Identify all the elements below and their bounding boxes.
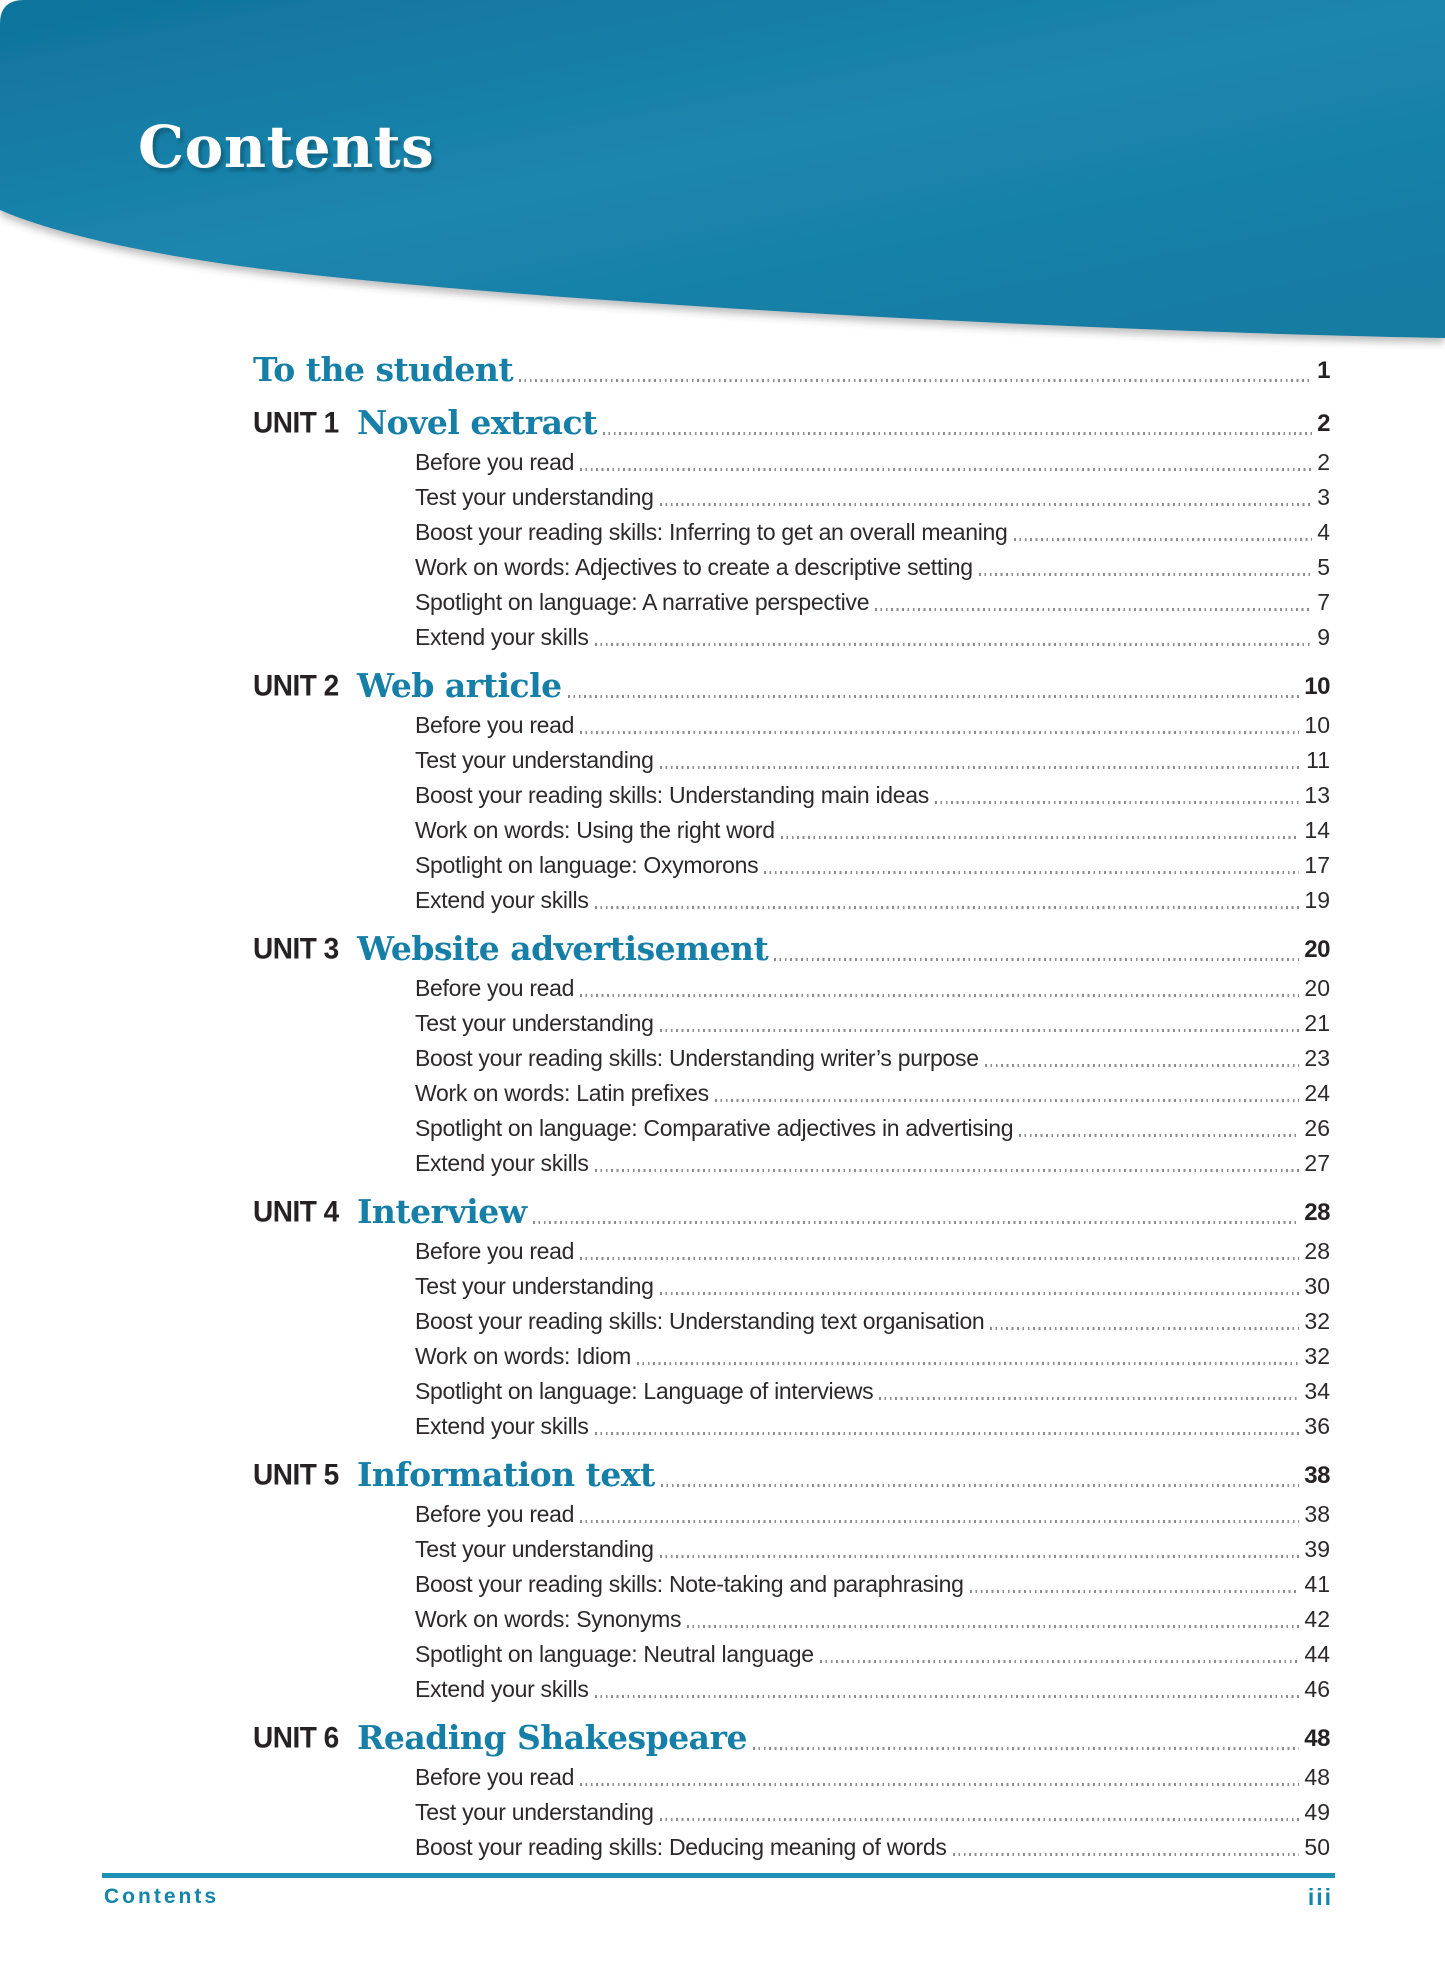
toc-unit-heading <box>253 402 1330 444</box>
toc-item-label: Spotlight on language: A narrative perspective <box>415 589 870 615</box>
toc-item-label: Spotlight on language: Language of interviews <box>415 1378 874 1404</box>
toc-item-label: Test your understanding <box>415 1799 654 1825</box>
page-number: 9 <box>1317 624 1330 650</box>
toc-unit <box>253 402 1330 654</box>
page-number: 38 <box>1304 1462 1330 1489</box>
footer-section-label: Contents <box>104 1885 219 1908</box>
unit-label: UNIT 4 <box>253 1195 339 1228</box>
dotted-leader <box>660 1818 1300 1821</box>
toc-item <box>253 1268 1330 1303</box>
toc-item <box>253 1040 1330 1075</box>
unit-label: UNIT 5 <box>253 1458 339 1491</box>
unit-title: Information text <box>357 1455 655 1494</box>
toc-item <box>253 1303 1330 1338</box>
dotted-leader <box>519 379 1312 382</box>
toc-item-label: Boost your reading skills: Understanding text organisation <box>415 1308 985 1334</box>
footer-page-number: iii <box>1307 1884 1333 1910</box>
dotted-leader <box>660 1029 1300 1032</box>
dotted-leader <box>580 731 1299 734</box>
dotted-leader <box>979 573 1312 576</box>
toc-item-label: Before you read <box>415 449 575 475</box>
dotted-leader <box>764 871 1299 874</box>
toc-unit-heading <box>253 1717 1330 1759</box>
toc-item-label: Before you read <box>415 712 575 738</box>
dotted-leader <box>595 1695 1300 1698</box>
toc-item-label: Work on words: Idiom <box>415 1343 631 1369</box>
page-number: 46 <box>1304 1676 1330 1702</box>
page-number: 48 <box>1304 1725 1330 1752</box>
toc-item <box>253 707 1330 742</box>
page-number: 4 <box>1317 519 1330 545</box>
dotted-leader <box>781 836 1300 839</box>
page-number: 26 <box>1304 1115 1330 1141</box>
toc-item-label: Boost your reading skills: Understanding writer’s purpose <box>415 1045 979 1071</box>
toc-item <box>253 1373 1330 1408</box>
toc-unit-heading <box>253 1454 1330 1496</box>
dotted-leader <box>1019 1134 1299 1137</box>
dotted-leader <box>568 695 1300 698</box>
page-number: 17 <box>1304 852 1330 878</box>
toc-item-label: Extend your skills <box>415 1150 589 1176</box>
dotted-leader <box>715 1099 1300 1102</box>
dotted-leader <box>595 1432 1300 1435</box>
table-of-contents <box>253 349 1330 1864</box>
unit-title: Reading Shakespeare <box>357 1718 747 1757</box>
dotted-leader <box>820 1660 1300 1663</box>
toc-item <box>253 1338 1330 1373</box>
toc-entry-front-matter <box>253 349 1330 391</box>
toc-item-label: Before you read <box>415 1764 575 1790</box>
toc-item-label: Before you read <box>415 1238 575 1264</box>
toc-item <box>253 1671 1330 1706</box>
page-number: 2 <box>1317 410 1330 437</box>
page-number: 49 <box>1304 1799 1330 1825</box>
toc-item-label: Spotlight on language: Oxymorons <box>415 852 759 878</box>
toc-item <box>253 970 1330 1005</box>
toc-item <box>253 479 1330 514</box>
toc-item-label: Spotlight on language: Comparative adjectives in advertising <box>415 1115 1014 1141</box>
page-number: 13 <box>1304 782 1330 808</box>
dotted-leader <box>580 1257 1299 1260</box>
unit-label: UNIT 2 <box>253 669 339 702</box>
toc-item <box>253 742 1330 777</box>
page-number: 3 <box>1317 484 1330 510</box>
toc-item <box>253 514 1330 549</box>
dotted-leader <box>637 1362 1299 1365</box>
toc-unit <box>253 928 1330 1180</box>
dotted-leader <box>660 503 1313 506</box>
toc-item-label: Extend your skills <box>415 624 589 650</box>
page-number: 38 <box>1304 1501 1330 1527</box>
toc-item-label: Before you read <box>415 975 575 1001</box>
toc-unit <box>253 1717 1330 1864</box>
toc-item-label: Work on words: Latin prefixes <box>415 1080 709 1106</box>
toc-item <box>253 619 1330 654</box>
toc-item <box>253 847 1330 882</box>
toc-item-label: Boost your reading skills: Deducing meaning of words <box>415 1834 947 1860</box>
page-number: 48 <box>1304 1764 1330 1790</box>
page-number: 1 <box>1317 357 1330 384</box>
dotted-leader <box>580 1783 1299 1786</box>
toc-item <box>253 1005 1330 1040</box>
toc-item-label: Boost your reading skills: Note-taking and paraphrasing <box>415 1571 964 1597</box>
toc-item-label: Spotlight on language: Neutral language <box>415 1641 814 1667</box>
unit-label: UNIT 1 <box>253 406 339 439</box>
toc-item-label: Work on words: Adjectives to create a descriptive setting <box>415 554 973 580</box>
dotted-leader <box>875 608 1312 611</box>
dotted-leader <box>970 1590 1300 1593</box>
page-number: 28 <box>1304 1199 1330 1226</box>
page-number: 30 <box>1304 1273 1330 1299</box>
dotted-leader <box>603 432 1312 435</box>
dotted-leader <box>990 1327 1299 1330</box>
dotted-leader <box>753 1747 1299 1750</box>
dotted-leader <box>580 994 1299 997</box>
toc-item <box>253 444 1330 479</box>
page-number: 32 <box>1304 1308 1330 1334</box>
toc-unit-heading <box>253 1191 1330 1233</box>
page-number: 44 <box>1304 1641 1330 1667</box>
unit-label: UNIT 6 <box>253 1721 339 1754</box>
dotted-leader <box>595 1169 1300 1172</box>
dotted-leader <box>661 1484 1300 1487</box>
toc-item <box>253 1233 1330 1268</box>
dotted-leader <box>595 906 1300 909</box>
page-number: 7 <box>1317 589 1330 615</box>
dotted-leader <box>595 643 1313 646</box>
toc-item-label: Work on words: Synonyms <box>415 1606 682 1632</box>
toc-item <box>253 1110 1330 1145</box>
dotted-leader <box>953 1853 1300 1856</box>
toc-item <box>253 1566 1330 1601</box>
page-number: 10 <box>1304 712 1330 738</box>
page-number: 5 <box>1317 554 1330 580</box>
page-number: 20 <box>1304 936 1330 963</box>
dotted-leader <box>774 958 1299 961</box>
toc-item-label: Test your understanding <box>415 747 654 773</box>
toc-item <box>253 882 1330 917</box>
page-number: 41 <box>1304 1571 1330 1597</box>
front-matter-label: To the student <box>253 350 514 389</box>
unit-title: Interview <box>357 1192 527 1231</box>
toc-item-label: Test your understanding <box>415 1010 654 1036</box>
unit-label: UNIT 3 <box>253 932 339 965</box>
toc-item <box>253 812 1330 847</box>
unit-title: Web article <box>357 666 562 705</box>
dotted-leader <box>533 1221 1300 1224</box>
dotted-leader <box>879 1397 1299 1400</box>
dotted-leader <box>935 801 1299 804</box>
toc-item <box>253 1829 1330 1864</box>
unit-title: Novel extract <box>357 403 597 442</box>
footer-rule <box>102 1873 1335 1878</box>
toc-unit <box>253 1191 1330 1443</box>
dotted-leader <box>687 1625 1299 1628</box>
toc-unit <box>253 665 1330 917</box>
dotted-leader <box>660 766 1302 769</box>
toc-item-label: Extend your skills <box>415 1413 589 1439</box>
toc-unit <box>253 1454 1330 1706</box>
page-number: 10 <box>1304 673 1330 700</box>
toc-item <box>253 777 1330 812</box>
header-banner <box>0 0 1445 350</box>
toc-item <box>253 1759 1330 1794</box>
toc-item-label: Before you read <box>415 1501 575 1527</box>
toc-item <box>253 584 1330 619</box>
page-title: Contents <box>138 113 435 181</box>
dotted-leader <box>985 1064 1300 1067</box>
toc-item-label: Boost your reading skills: Inferring to get an overall meaning <box>415 519 1008 545</box>
toc-item <box>253 1075 1330 1110</box>
dotted-leader <box>660 1292 1300 1295</box>
toc-item <box>253 1496 1330 1531</box>
dotted-leader <box>1014 538 1313 541</box>
toc-item <box>253 1408 1330 1443</box>
page-number: 50 <box>1304 1834 1330 1860</box>
toc-item-label: Test your understanding <box>415 484 654 510</box>
page-number: 14 <box>1304 817 1330 843</box>
toc-item <box>253 1145 1330 1180</box>
toc-item-label: Work on words: Using the right word <box>415 817 775 843</box>
toc-item <box>253 1794 1330 1829</box>
page-number: 42 <box>1304 1606 1330 1632</box>
page-number: 36 <box>1304 1413 1330 1439</box>
toc-item <box>253 1636 1330 1671</box>
page-number: 11 <box>1306 747 1330 773</box>
toc-item-label: Extend your skills <box>415 887 589 913</box>
page-number: 39 <box>1304 1536 1330 1562</box>
page-number: 23 <box>1304 1045 1330 1071</box>
page-number: 28 <box>1304 1238 1330 1264</box>
page-number: 20 <box>1304 975 1330 1001</box>
toc-item-label: Extend your skills <box>415 1676 589 1702</box>
dotted-leader <box>580 1520 1299 1523</box>
dotted-leader <box>580 468 1312 471</box>
page-number: 34 <box>1304 1378 1330 1404</box>
page-number: 2 <box>1317 449 1330 475</box>
toc-item-label: Boost your reading skills: Understanding main ideas <box>415 782 929 808</box>
unit-title: Website advertisement <box>357 929 769 968</box>
toc-unit-heading <box>253 665 1330 707</box>
page-number: 21 <box>1304 1010 1330 1036</box>
page-number: 24 <box>1304 1080 1330 1106</box>
toc-item-label: Test your understanding <box>415 1536 654 1562</box>
dotted-leader <box>660 1555 1300 1558</box>
page-number: 32 <box>1304 1343 1330 1369</box>
toc-item <box>253 1601 1330 1636</box>
toc-item <box>253 549 1330 584</box>
toc-unit-heading <box>253 928 1330 970</box>
toc-item <box>253 1531 1330 1566</box>
toc-item-label: Test your understanding <box>415 1273 654 1299</box>
page-number: 27 <box>1304 1150 1330 1176</box>
page-number: 19 <box>1304 887 1330 913</box>
